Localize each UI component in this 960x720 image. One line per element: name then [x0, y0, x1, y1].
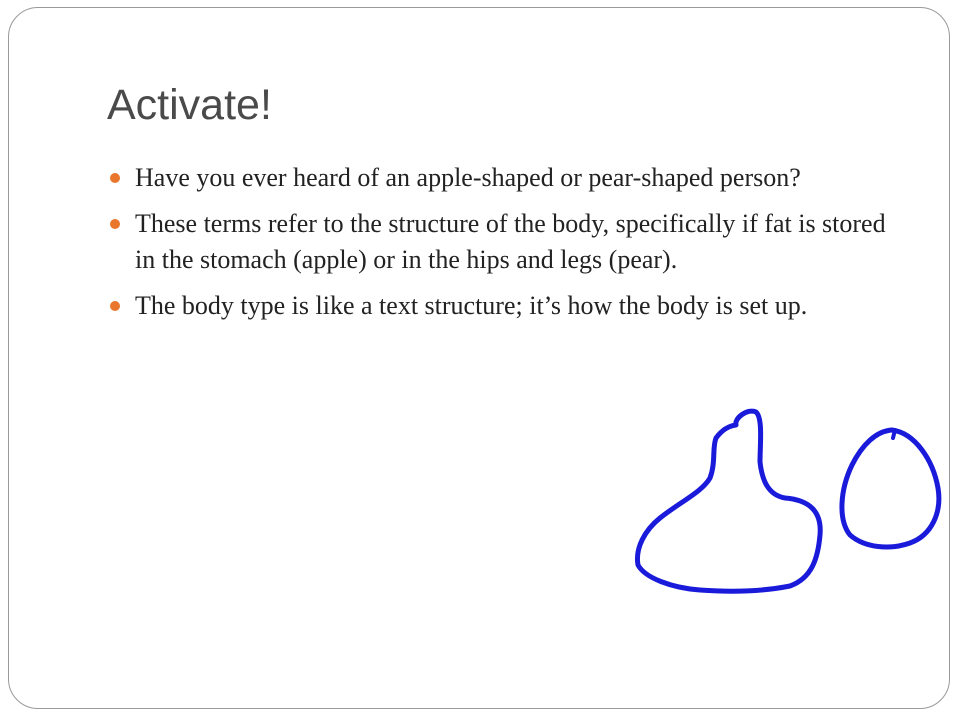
bullet-item [110, 160, 910, 196]
bullet-item [110, 206, 910, 278]
bullet-dot-icon [110, 301, 120, 311]
bullet-dot-icon [110, 219, 120, 229]
bullet-item [110, 288, 910, 324]
bullet-text: These terms refer to the structure of the body, specifically if fat is stored in the stomach (apple) or in the hips and legs (pear). [135, 209, 886, 274]
bullet-text: Have you ever heard of an apple-shaped or pear-shaped person? [135, 163, 801, 192]
bullet-dot-icon [110, 173, 120, 183]
slide-title: Activate! [107, 81, 272, 129]
bullet-list [110, 160, 910, 324]
bullet-text: The body type is like a text structure; it’s how the body is set up. [135, 291, 808, 320]
